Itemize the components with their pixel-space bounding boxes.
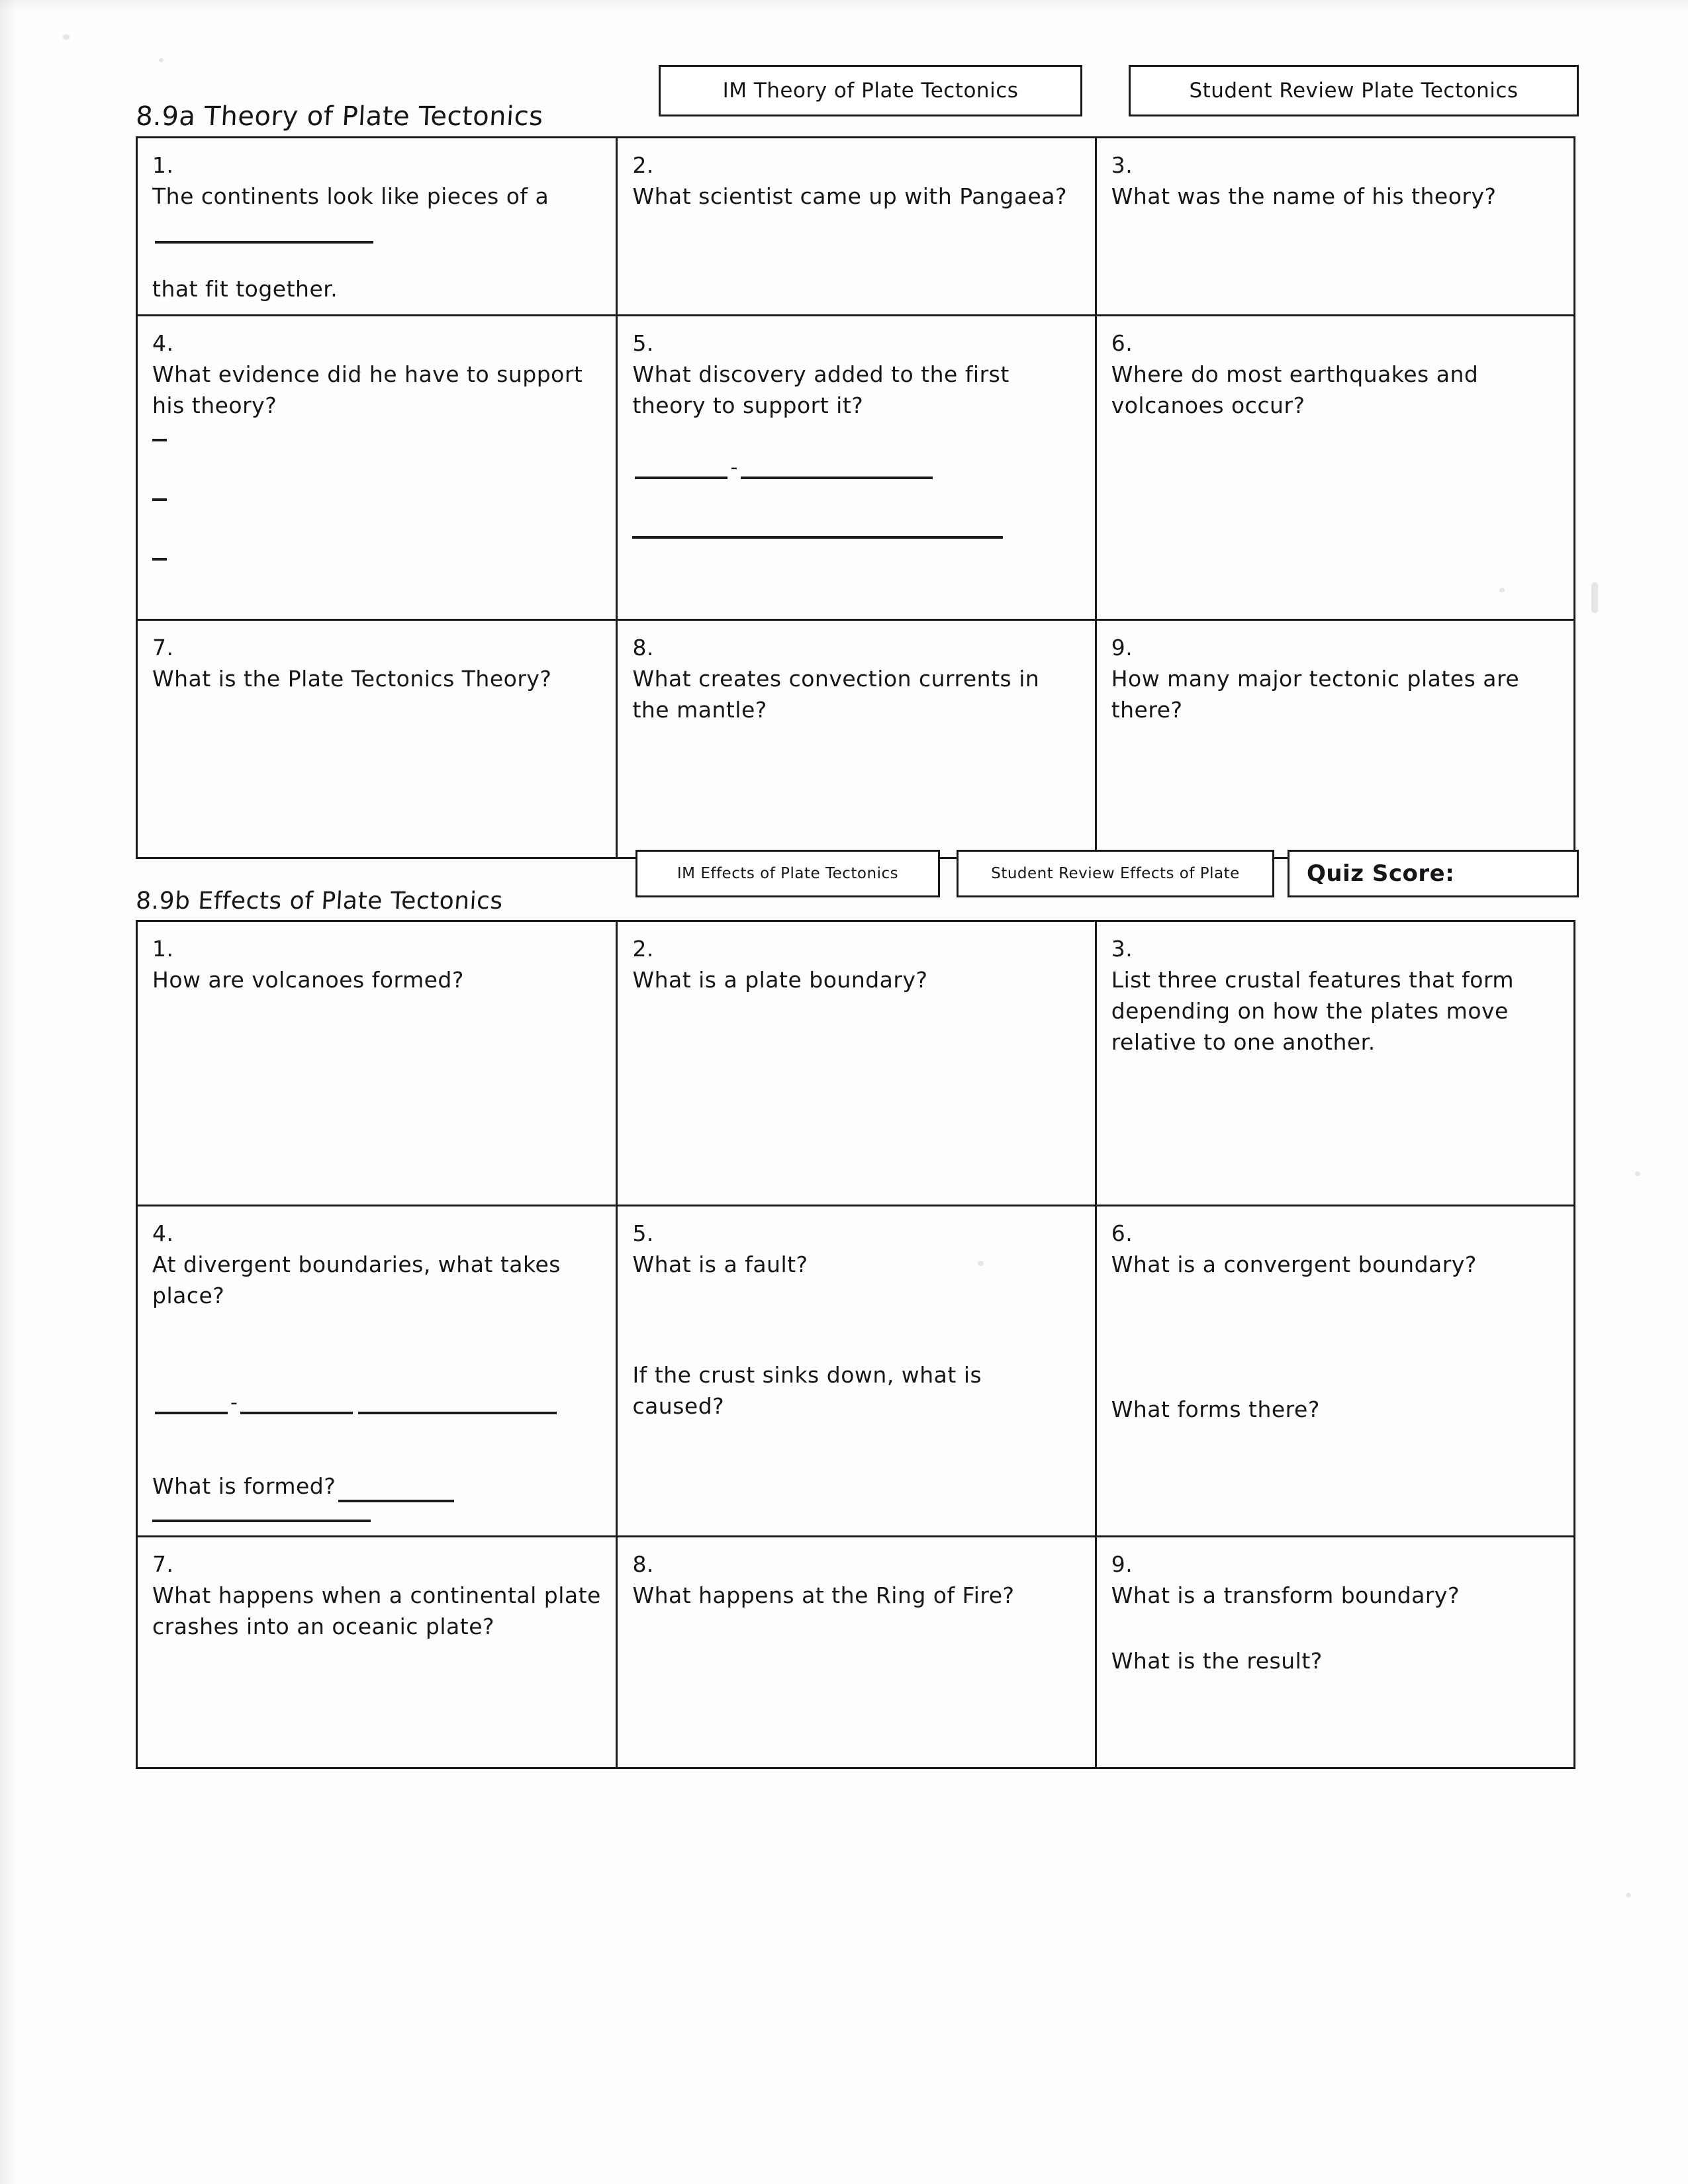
answer-blank-pair[interactable] <box>632 456 1080 479</box>
quiz-score-label: Quiz Score: <box>1307 860 1455 887</box>
question-text <box>152 633 601 695</box>
table-row <box>137 1206 1575 1537</box>
tag-student-review-plate-tectonics[interactable] <box>1129 65 1579 116</box>
question-followup <box>152 1471 601 1502</box>
question-cell-7[interactable] <box>137 620 617 858</box>
table-row <box>137 620 1575 858</box>
question-body: At divergent boundaries, what takes place? <box>152 1251 561 1309</box>
spacer <box>1111 1281 1559 1360</box>
question-table-8-9a <box>136 136 1575 859</box>
question-number: 1. <box>152 152 174 178</box>
tag-label: IM Effects of Plate Tectonics <box>677 865 899 883</box>
section-title-8-9b: 8.9b Effects of Plate Tectonics <box>135 887 504 915</box>
table-row <box>137 1537 1575 1768</box>
scan-edge-shadow-left <box>0 0 17 2184</box>
spacer <box>152 501 601 558</box>
question-number: 4. <box>152 330 174 357</box>
question-number: 5. <box>632 330 654 357</box>
question-cell-5[interactable] <box>617 316 1096 620</box>
spacer <box>632 422 1080 456</box>
question-number: 3. <box>1111 152 1133 178</box>
spacer <box>152 1414 601 1471</box>
question-body: What is the Plate Tectonics Theory? <box>152 666 552 692</box>
tag-label: Student Review Plate Tectonics <box>1189 79 1519 103</box>
question-body: How are volcanoes formed? <box>152 967 464 993</box>
table-row <box>137 316 1575 620</box>
spacer <box>152 1502 601 1520</box>
question-body: Where do most earthquakes and volcanoes occur? <box>1111 361 1479 419</box>
section-title-8-9a: 8.9a Theory of Plate Tectonics <box>135 101 544 132</box>
question-followup: What is the result? <box>1111 1648 1323 1674</box>
worksheet-sheet <box>136 79 1575 1769</box>
question-body: How many major tectonic plates are there? <box>1111 666 1520 723</box>
question-body: What is a fault? <box>632 1251 808 1278</box>
scan-speck <box>1626 1893 1631 1897</box>
question-cell-9[interactable] <box>1096 620 1574 858</box>
section-header-8-9b <box>136 859 1575 920</box>
question-cell-4[interactable] <box>137 316 617 620</box>
question-text <box>1111 1549 1559 1612</box>
followup-label: What is formed? <box>152 1473 336 1499</box>
question-text <box>632 934 1080 996</box>
question-text <box>152 328 601 422</box>
table-row <box>137 921 1575 1206</box>
answer-blank-trailing[interactable] <box>152 1520 371 1522</box>
question-cell-6[interactable] <box>1096 1206 1574 1537</box>
question-cell-7[interactable] <box>137 1537 617 1768</box>
question-number: 6. <box>1111 1220 1133 1247</box>
table-row <box>137 138 1575 316</box>
scan-speck <box>159 58 164 62</box>
tag-quiz-score[interactable] <box>1288 850 1579 897</box>
question-followup: If the crust sinks down, what is caused? <box>632 1362 982 1419</box>
spacer <box>1111 1612 1559 1646</box>
question-text <box>632 150 1080 212</box>
question-cell-3[interactable] <box>1096 138 1574 316</box>
answer-blank-pair[interactable] <box>152 1391 601 1414</box>
section-header-8-9a <box>136 79 1575 136</box>
question-body: The continents look like pieces of a <box>152 183 549 209</box>
tag-label: Student Review Effects of Plate <box>991 865 1240 883</box>
scan-speck <box>1591 582 1598 613</box>
question-cell-3[interactable] <box>1096 921 1574 1206</box>
answer-blank-left[interactable] <box>635 476 727 479</box>
question-text <box>152 150 601 305</box>
spacer <box>152 441 601 498</box>
question-cell-1[interactable] <box>137 921 617 1206</box>
question-number: 8. <box>632 635 654 661</box>
tag-student-review-effects-of-plate[interactable] <box>957 850 1274 897</box>
answer-dash-3[interactable] <box>152 558 167 561</box>
question-number: 6. <box>1111 330 1133 357</box>
question-followup: What forms there? <box>1111 1396 1320 1423</box>
question-body: What happens when a continental plate crashes into an oceanic plate? <box>152 1582 601 1640</box>
question-text <box>632 633 1080 726</box>
question-body: What is a plate boundary? <box>632 967 928 993</box>
question-text <box>632 1218 1080 1281</box>
tag-im-effects-of-plate-tectonics[interactable] <box>635 850 940 897</box>
answer-blank-followup[interactable] <box>338 1499 454 1502</box>
question-number: 3. <box>1111 936 1133 962</box>
question-text <box>152 1549 601 1643</box>
question-number: 1. <box>152 936 174 962</box>
question-text <box>152 1218 601 1312</box>
answer-blank-left[interactable] <box>155 1411 228 1414</box>
scan-edge-shadow-top <box>0 0 1688 12</box>
question-number: 2. <box>632 152 654 178</box>
question-number: 5. <box>632 1220 654 1247</box>
question-cell-5[interactable] <box>617 1206 1096 1537</box>
scan-speck <box>63 34 70 40</box>
blank-hyphen: - <box>730 455 738 479</box>
question-number: 9. <box>1111 1551 1133 1578</box>
question-text <box>1111 1218 1559 1281</box>
blank-hyphen: - <box>230 1390 238 1414</box>
question-body: List three crustal features that form depending on how the plates move relative to one another. <box>1111 967 1515 1055</box>
question-number: 8. <box>632 1551 654 1578</box>
question-table-8-9b <box>136 920 1575 1769</box>
question-body-cont: that fit together. <box>152 276 338 302</box>
spacer <box>152 422 601 439</box>
spacer <box>632 1281 1080 1360</box>
question-text <box>1111 150 1559 212</box>
question-number: 7. <box>152 1551 174 1578</box>
question-text <box>152 934 601 996</box>
question-cell-8[interactable] <box>617 620 1096 858</box>
question-body: What happens at the Ring of Fire? <box>632 1582 1015 1609</box>
question-body: What is a convergent boundary? <box>1111 1251 1477 1278</box>
question-body: What creates convection currents in the mantle? <box>632 666 1040 723</box>
question-cell-4[interactable] <box>137 1206 617 1537</box>
question-cell-8[interactable] <box>617 1537 1096 1768</box>
tag-label: IM Theory of Plate Tectonics <box>722 79 1019 103</box>
question-body: What scientist came up with Pangaea? <box>632 183 1068 209</box>
question-body: What discovery added to the first theory to support it? <box>632 361 1009 419</box>
question-number: 9. <box>1111 635 1133 661</box>
scan-speck <box>1635 1171 1640 1176</box>
question-body: What evidence did he have to support his theory? <box>152 361 583 419</box>
question-text <box>632 328 1080 422</box>
question-number: 4. <box>152 1220 174 1247</box>
answer-blank-mid[interactable] <box>240 1411 353 1414</box>
question-text <box>1111 633 1559 726</box>
answer-blank-right[interactable] <box>741 476 933 479</box>
question-cell-9[interactable] <box>1096 1537 1574 1768</box>
spacer <box>632 479 1080 536</box>
question-text <box>632 1549 1080 1612</box>
question-number: 2. <box>632 936 654 962</box>
answer-blank-full[interactable] <box>632 536 1003 539</box>
question-cell-6[interactable] <box>1096 316 1574 620</box>
question-cell-2[interactable] <box>617 138 1096 316</box>
question-cell-1[interactable] <box>137 138 617 316</box>
question-number: 7. <box>152 635 174 661</box>
spacer <box>1111 1360 1559 1394</box>
question-cell-2[interactable] <box>617 921 1096 1206</box>
question-body: What is a transform boundary? <box>1111 1582 1460 1609</box>
tag-im-theory-of-plate-tectonics[interactable] <box>659 65 1082 116</box>
answer-blank-right[interactable] <box>358 1411 557 1414</box>
spacer <box>152 1312 601 1391</box>
question-text <box>1111 328 1559 422</box>
answer-blank[interactable] <box>155 240 373 244</box>
question-body: What was the name of his theory? <box>1111 183 1497 209</box>
question-text <box>1111 934 1559 1058</box>
